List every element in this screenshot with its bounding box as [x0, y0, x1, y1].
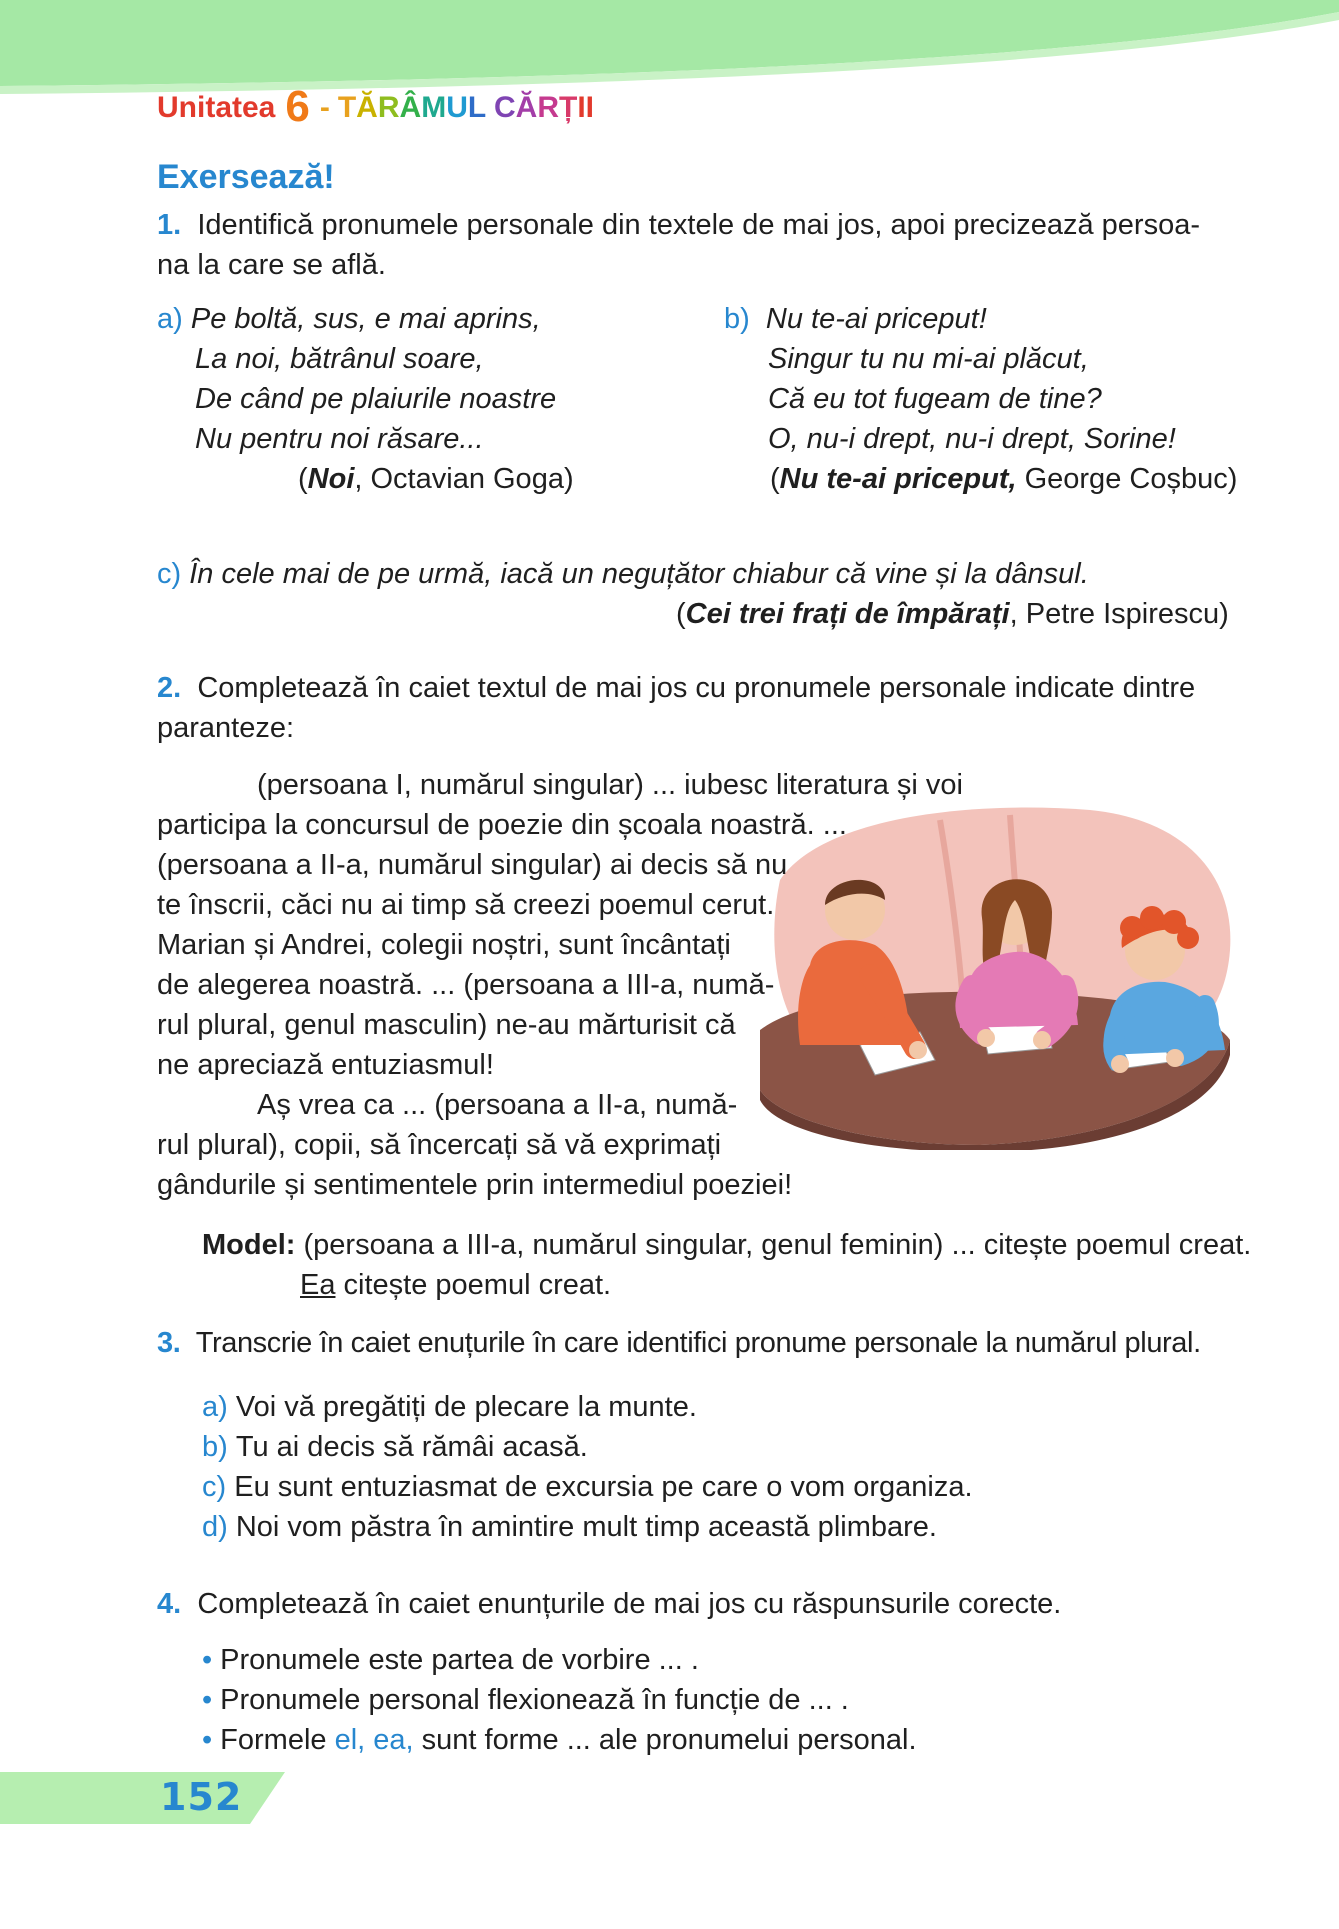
poem-b-label: b)	[724, 303, 750, 335]
unit-word: Unitatea	[157, 91, 276, 124]
list-item: c) Eu sunt entuziasmat de excursia pe care o vom organiza.	[202, 1471, 973, 1503]
ex2-text: (persoana I, numărul singular) ... iubesc literatura și voi participa la concursul de poezie din școala noastră. ... (persoana a II-a, numărul singular) ai decis să nu te înscrii, căci nu ai timp să creezi poemul cerut. Marian și Andrei, colegii noștri, sunt încântați de alegerea noastră. ... (persoana a III-a, numă- rul plural, genul masculin) ne-au mărturisit că ne apreciază entuziasmul! Aș vrea ca ... (persoana a II-a, numă- rul plural), copii, să încercați să vă exprimați gândurile și sentimentele prin intermediul poeziei!	[157, 769, 963, 1201]
ex1-number: 1.	[157, 209, 182, 241]
list-item: • Pronumele este partea de vorbire ... .	[202, 1644, 699, 1676]
poem-b-source: (Nu te-ai priceput, George Coșbuc)	[770, 463, 1238, 495]
unit-title: TĂRÂMUL CĂRȚII	[337, 91, 595, 124]
text-c-source: (Cei trei frați de împărați, Petre Ispirescu)	[676, 598, 1229, 630]
list-item: b) Tu ai decis să rămâi acasă.	[202, 1431, 588, 1463]
ex4-instruction: 4. Completează în caiet enunțurile de mai jos cu răspunsurile corecte.	[157, 1588, 1062, 1620]
ex2-instruction: 2. Completează în caiet textul de mai jos cu pronumele personale indicate dintre	[157, 672, 1196, 704]
ex2-number: 2.	[157, 672, 182, 704]
list-item: • Formele el, ea, sunt forme ... ale pronumelui personal.	[202, 1724, 917, 1756]
bullet-icon: •	[202, 1644, 213, 1676]
ex3-number: 3.	[157, 1327, 181, 1359]
page-number-tab	[0, 1772, 290, 1824]
page-number: 152	[160, 1775, 243, 1819]
model-label: Model:	[202, 1229, 296, 1261]
model-answer: Ea citește poemul creat.	[300, 1269, 612, 1301]
ex3-list	[202, 1387, 973, 1547]
header-band	[0, 0, 1339, 95]
list-item: • Pronumele personal flexionează în funcție de ... .	[202, 1684, 849, 1716]
ex2-instruction-cont: paranteze:	[157, 712, 295, 744]
ex4-list	[202, 1640, 917, 1760]
text-c: c) În cele mai de pe urmă, iacă un neguțător chiabur că vine și la dânsul.	[157, 558, 1089, 590]
bullet-icon: •	[202, 1684, 213, 1716]
unit-dash: -	[319, 91, 330, 124]
poem-b: b) Nu te-ai priceput! Singur tu nu mi-ai plăcut, Că eu tot fugeam de tine? O, nu-i drept, nu-i drept, Sorine!	[724, 303, 1176, 455]
list-item: d) Noi vom păstra în amintire mult timp această plimbare.	[202, 1511, 937, 1543]
list-item: a) Voi vă pregătiți de plecare la munte.	[202, 1391, 697, 1423]
unit-header	[157, 82, 594, 132]
ex1-instruction: 1. Identifică pronumele personale din textele de mai jos, apoi precizează persoa-	[157, 209, 1201, 241]
ex3-instruction: 3. Transcrie în caiet enuțurile în care identifici pronume personale la numărul plural.	[157, 1327, 1201, 1359]
section-title: Exersează!	[157, 158, 335, 196]
unit-number: 6	[285, 82, 310, 131]
bullet-icon: •	[202, 1724, 213, 1756]
poem-a-source: (Noi, Octavian Goga)	[298, 463, 574, 495]
poem-a-label: a)	[157, 303, 183, 335]
ex4-number: 4.	[157, 1588, 182, 1620]
ex1-instruction-cont: na la care se află.	[157, 249, 386, 281]
poem-a: a) Pe boltă, sus, e mai aprins, La noi, bătrânul soare, De când pe plaiurile noastre Nu pentru noi răsare...	[157, 303, 557, 455]
model-line: Model: (persoana a III-a, numărul singular, genul feminin) ... citește poemul creat.	[202, 1229, 1252, 1261]
